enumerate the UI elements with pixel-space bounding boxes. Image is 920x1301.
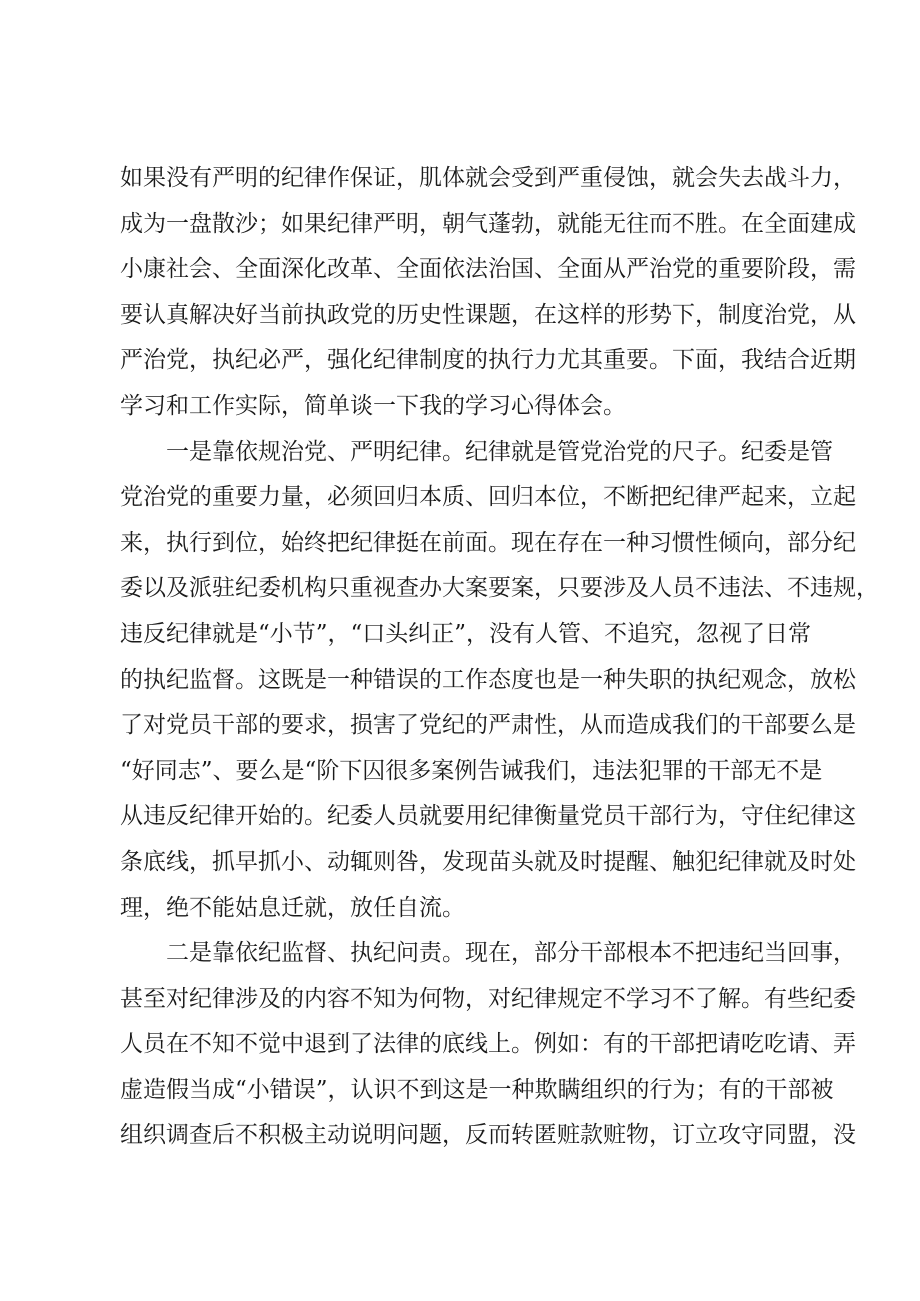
text-line: 了对党员干部的要求，损害了党纪的严肃性，从而造成我们的干部要么是 <box>120 712 856 739</box>
text-line: 理，绝不能姑息迁就，放任自流。 <box>120 894 465 921</box>
text-line: 一是靠依规治党、严明纪律。纪律就是管党治党的尺子。纪委是管 <box>166 438 833 465</box>
text-line: 虚造假当成“小错误”，认识不到这是一种欺瞒组织的行为；有的干部被 <box>120 1076 834 1103</box>
text-line: “好同志”、要么是“阶下囚很多案例告诫我们，违法犯罪的干部无不是 <box>120 757 823 784</box>
text-line: 来，执行到位，始终把纪律挺在前面。现在存在一种习惯性倾向，部分纪 <box>120 529 856 556</box>
document-body <box>120 156 879 1159</box>
text-line: 要认真解决好当前执政党的历史性课题，在这样的形势下，制度治党，从 <box>120 301 856 328</box>
text-line: 组织调查后不积极主动说明问题，反而转匿赃款赃物，订立攻守同盟，没 <box>120 1122 856 1149</box>
text-line: 委以及派驻纪委机构只重视查办大案要案，只要涉及人员不违法、不违规， <box>120 575 879 602</box>
text-line: 党治党的重要力量，必须回归本质、回归本位，不断把纪律严起来，立起 <box>120 484 856 511</box>
text-line: 从违反纪律开始的。纪委人员就要用纪律衡量党员干部行为，守住纪律这 <box>120 803 856 830</box>
paragraph-point-one <box>120 430 879 932</box>
text-line: 人员在不知不觉中退到了法律的底线上。例如：有的干部把请吃吃请、弄 <box>120 1031 856 1058</box>
text-line: 条底线，抓早抓小、动辄则咎，发现苗头就及时提醒、触犯纪律就及时处 <box>120 848 856 875</box>
text-line: 成为一盘散沙；如果纪律严明，朝气蓬勃，就能无往而不胜。在全面建成 <box>120 210 856 237</box>
text-line: 小康社会、全面深化改革、全面依法治国、全面从严治党的重要阶段，需 <box>120 256 856 283</box>
text-line: 二是靠依纪监督、执纪问责。现在，部分干部根本不把违纪当回事， <box>166 940 856 967</box>
text-line: 严治党，执纪必严，强化纪律制度的执行力尤其重要。下面，我结合近期 <box>120 347 856 374</box>
text-line: 如果没有严明的纪律作保证，肌体就会受到严重侵蚀，就会失去战斗力， <box>120 165 856 191</box>
paragraph-point-two <box>120 931 856 1159</box>
paragraph-intro <box>120 156 856 430</box>
text-line: 违反纪律就是“小节”，“口头纠正”，没有人管、不追究，忽视了日常 <box>120 620 812 647</box>
text-line: 的执纪监督。这既是一种错误的工作态度也是一种失职的执纪观念，放松 <box>120 666 856 693</box>
text-line: 甚至对纪律涉及的内容不知为何物，对纪律规定不学习不了解。有些纪委 <box>120 985 856 1012</box>
text-line: 学习和工作实际，简单谈一下我的学习心得体会。 <box>120 392 626 419</box>
